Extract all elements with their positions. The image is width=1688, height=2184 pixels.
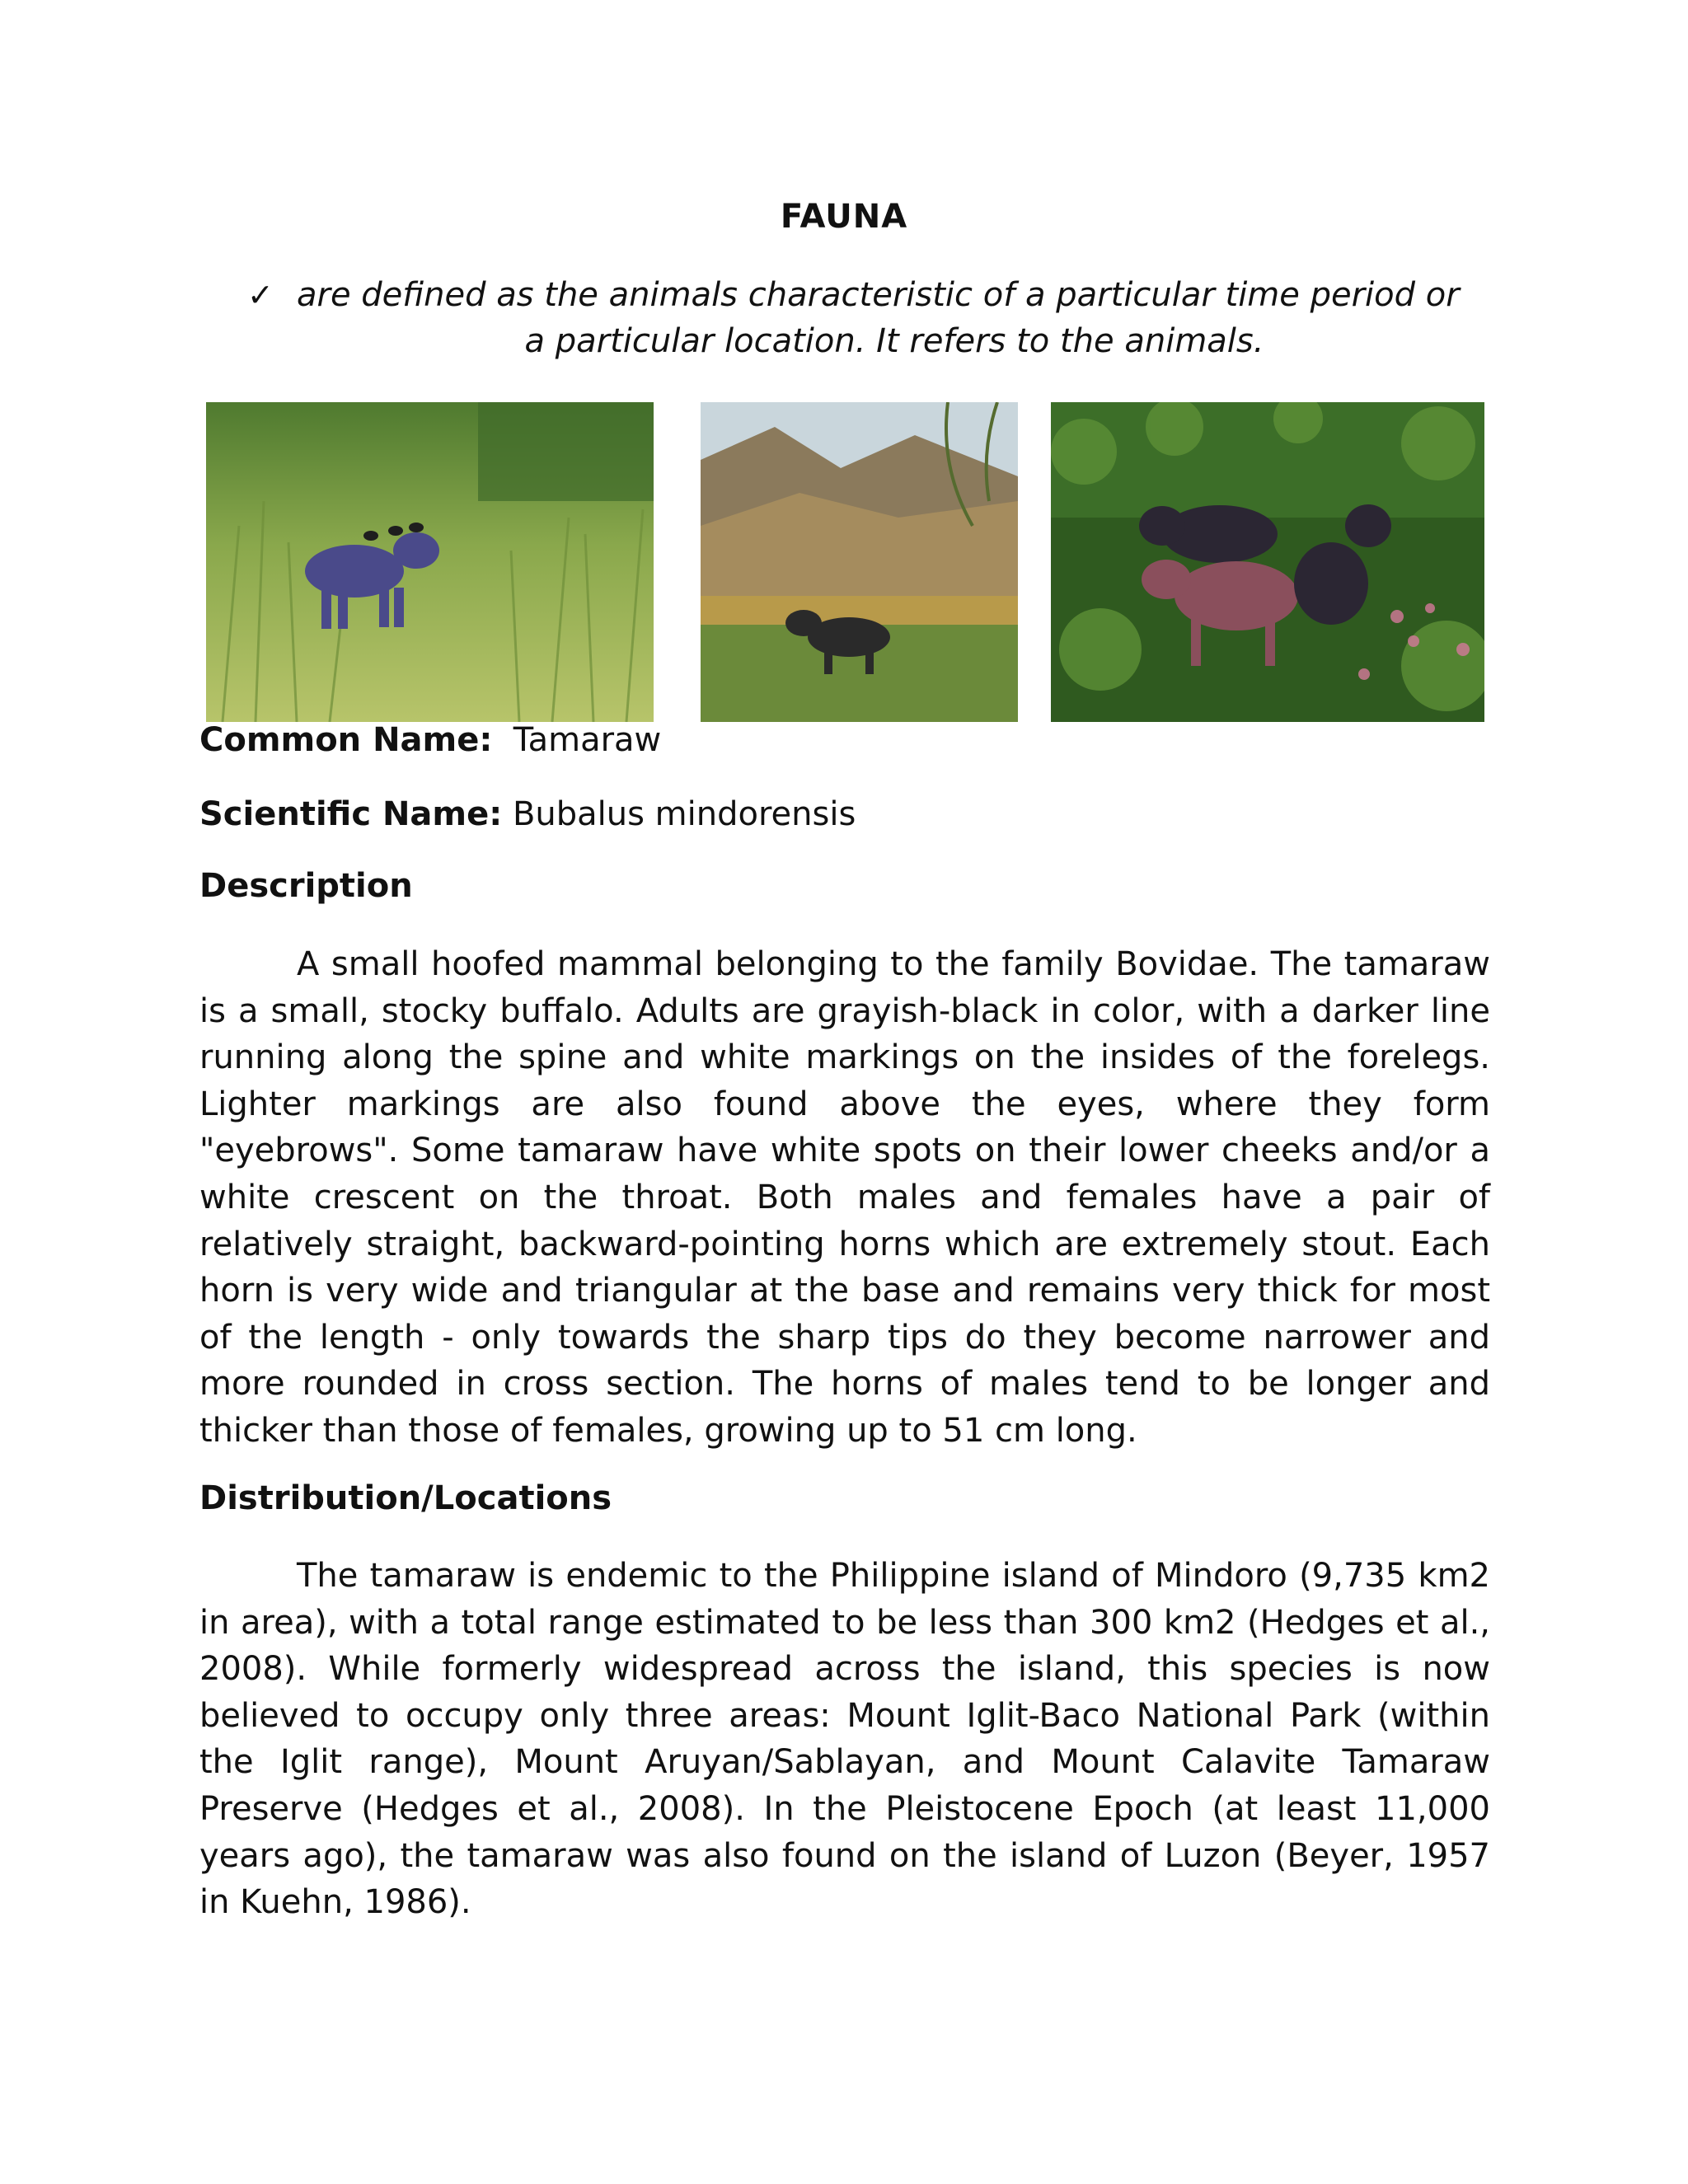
tamaraw-photo-herd (1051, 402, 1484, 722)
checkmark-icon: ✓ (247, 277, 274, 313)
definition-bullet (247, 272, 1492, 364)
page-title: FAUNA (780, 198, 908, 236)
tamaraw-photo-mountain (701, 402, 1018, 722)
distribution-heading: Distribution/Locations (199, 1479, 612, 1517)
common-name-field (199, 721, 661, 759)
scientific-name-field (199, 795, 856, 833)
description-heading: Description (199, 867, 413, 905)
tamaraw-photo-grassland (206, 402, 654, 722)
scientific-name-label: Scientific Name: (199, 795, 503, 833)
common-name-value: Tamaraw (513, 721, 662, 759)
definition-text-1: are defined as the animals characteristic of a particular time period or (297, 276, 1460, 314)
scientific-name-value: Bubalus mindorensis (512, 795, 856, 833)
definition-line-1 (247, 272, 1492, 318)
description-paragraph: A small hoofed mammal belonging to the family Bovidae. The tamaraw is a small, stocky buffalo. Adults are grayish-black in color, with a darker line running along the spine and white markings on the insides of the forelegs. Lighter markings are also found above the eyes, where they form "eyebrows". Some tamaraw have white spots on their lower cheeks and/or a white crescent on the throat. Both males and females have a pair of relatively straight, backward-pointing horns which are extremely stout. Each horn is very wide and triangular at the base and remains very thick for most of the length - only towards the sharp tips do they become narrower and more rounded in cross section. The horns of males tend to be longer and thicker than those of females, growing up to 51 cm long. (199, 945, 1490, 1450)
common-name-label: Common Name: (199, 721, 493, 759)
distribution-paragraph: The tamaraw is endemic to the Philippine island of Mindoro (9,735 km2 in area), with a total range estimated to be less than 300 km2 (Hedges et al., 2008). While formerly widespread across the island, this species is now believed to occupy only three areas: Mount Iglit-Baco National Park (within the Iglit range), Mount Aruyan/Sablayan, and Mount Calavite Tamaraw Preserve (Hedges et al., 2008). In the Pleistocene Epoch (at least 11,000 years ago), the tamaraw was also found on the island of Luzon (Beyer, 1957 in Kuehn, 1986). (199, 1557, 1490, 1922)
definition-line-2: a particular location. It refers to the animals. (524, 322, 1264, 360)
